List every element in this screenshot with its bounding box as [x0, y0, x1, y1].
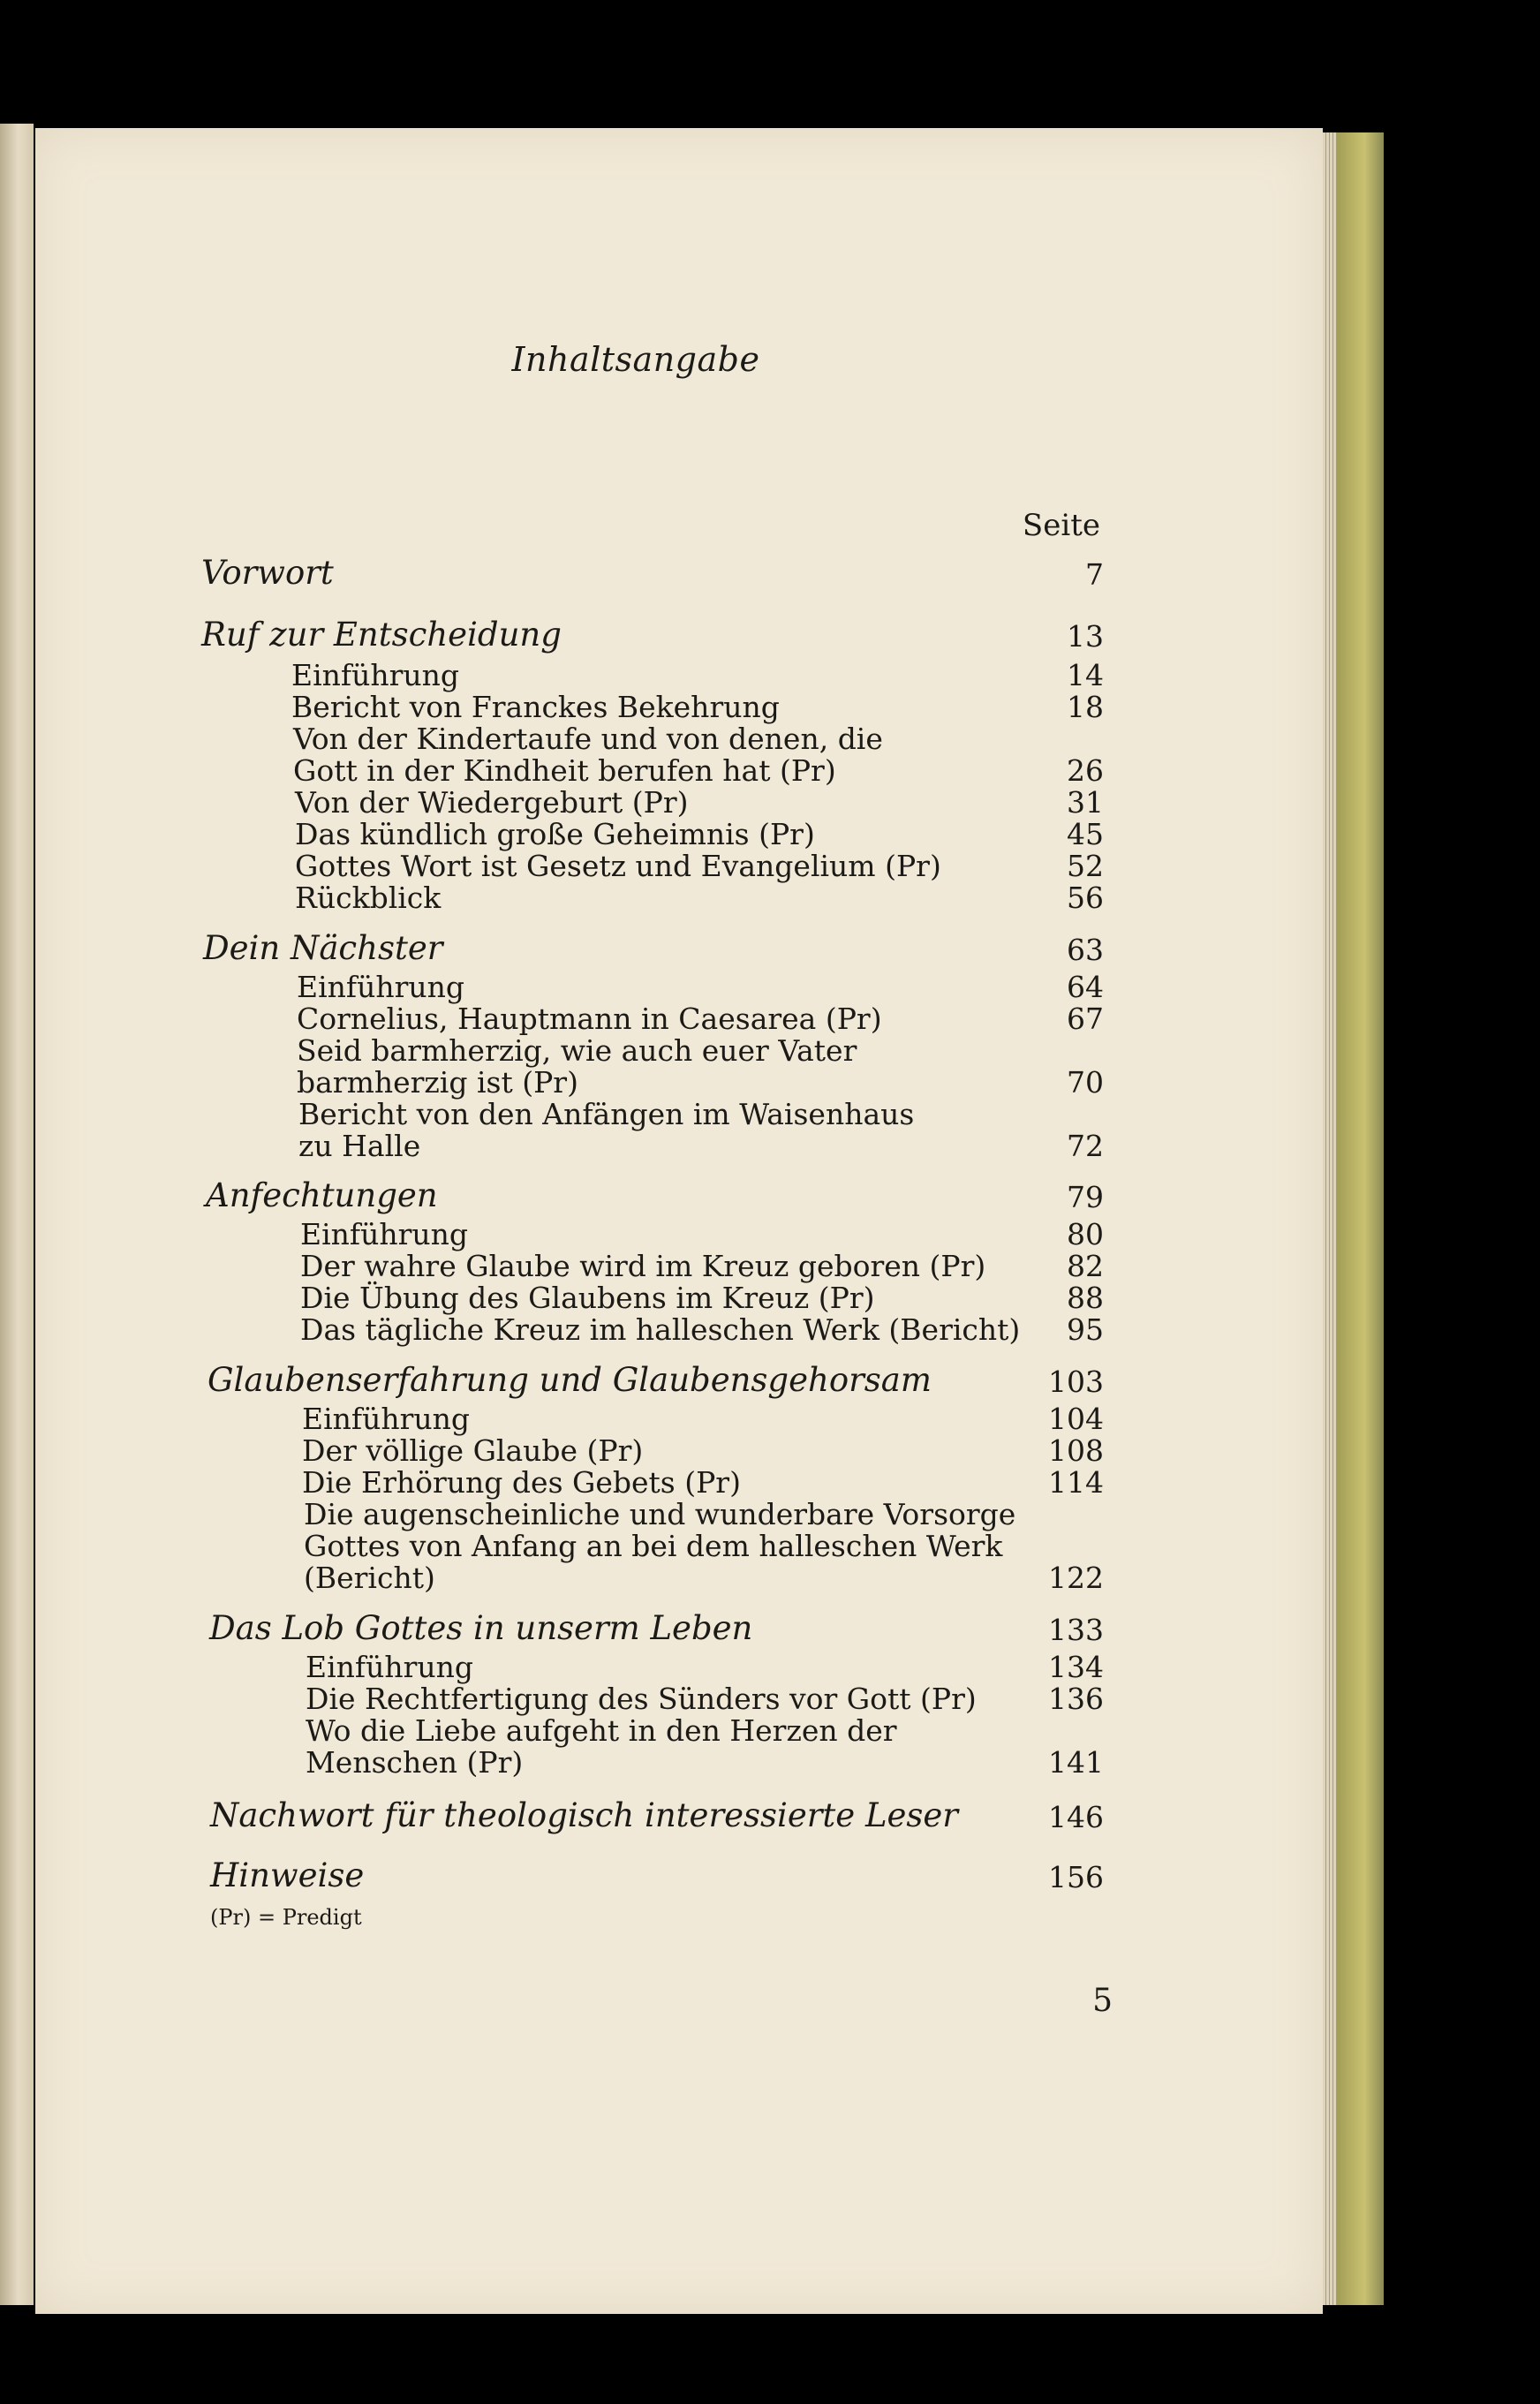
toc-page-number: 103 — [1048, 1365, 1104, 1399]
toc-entry-title: Der wahre Glaube wird im Kreuz geboren (Pr) — [300, 1249, 986, 1283]
toc-entry-title: Bericht von den Anfängen im Waisenhaus — [298, 1097, 915, 1131]
toc-page-number: 31 — [1067, 785, 1104, 820]
toc-page-number: 136 — [1048, 1682, 1104, 1716]
toc-page-number: 88 — [1067, 1281, 1104, 1315]
toc-entry-title: Gottes von Anfang an bei dem halleschen Werk — [304, 1529, 1003, 1563]
toc-entry-title: Die Rechtfertigung des Sünders vor Gott (Pr) — [306, 1682, 977, 1716]
toc-entry-title: Die augenscheinliche und wunderbare Vorsorge — [304, 1497, 1016, 1531]
toc-page-number: 146 — [1048, 1800, 1104, 1834]
toc-entry-title: Von der Kindertaufe und von denen, die — [293, 722, 883, 756]
page-title: Inhaltsangabe — [511, 340, 760, 379]
toc-entry-title: Wo die Liebe aufgeht in den Herzen der — [306, 1713, 897, 1748]
toc-page-number: 95 — [1067, 1312, 1104, 1347]
toc-page-number: 133 — [1048, 1613, 1104, 1647]
toc-section-title: Ruf zur Entscheidung — [201, 616, 562, 654]
toc-page-number: 13 — [1067, 619, 1104, 654]
toc-page-number: 14 — [1067, 658, 1104, 692]
toc-page-number: 70 — [1067, 1065, 1104, 1100]
toc-section-title: Dein Nächster — [203, 929, 443, 967]
toc-entry-title: Das kündlich große Geheimnis (Pr) — [295, 817, 815, 851]
toc-entry-title: zu Halle — [298, 1129, 421, 1163]
toc-entry-title: Menschen (Pr) — [306, 1745, 524, 1780]
toc-page-number: 64 — [1067, 970, 1104, 1004]
toc-section-title: Hinweise — [210, 1856, 365, 1894]
toc-page-number: 156 — [1048, 1860, 1104, 1894]
toc-page-number: 82 — [1067, 1249, 1104, 1283]
toc-entry-title: Die Übung des Glaubens im Kreuz (Pr) — [300, 1281, 875, 1315]
toc-page-number: 72 — [1067, 1129, 1104, 1163]
toc-entry-title: (Bericht) — [304, 1561, 435, 1595]
toc-section-title: Nachwort für theologisch interessierte Leser — [210, 1796, 958, 1834]
column-header-page: Seite — [1022, 508, 1100, 543]
toc-page-number: 56 — [1067, 881, 1104, 915]
toc-entry-title: Gottes Wort ist Gesetz und Evangelium (Pr) — [295, 849, 941, 883]
toc-page-number: 134 — [1048, 1650, 1104, 1684]
toc-page-number: 26 — [1067, 753, 1104, 788]
toc-entry-title: Einführung — [302, 1402, 471, 1436]
toc-page-number: 122 — [1048, 1561, 1104, 1595]
toc-entry-title: Gott in der Kindheit berufen hat (Pr) — [293, 753, 836, 788]
page-number: 5 — [1092, 1983, 1113, 2019]
toc-page-number: 18 — [1067, 690, 1104, 724]
toc-page-number: 79 — [1067, 1180, 1104, 1214]
toc-entry-title: Einführung — [291, 658, 460, 692]
toc-page-number: 63 — [1067, 933, 1104, 967]
toc-entry-title: Einführung — [300, 1217, 469, 1251]
toc-section-title: Anfechtungen — [206, 1176, 438, 1214]
toc-entry-title: Bericht von Franckes Bekehrung — [291, 690, 780, 724]
toc-entry-title: Die Erhörung des Gebets (Pr) — [302, 1465, 741, 1500]
toc-entry-title: barmherzig ist (Pr) — [297, 1065, 578, 1100]
toc-entry-title: Einführung — [297, 970, 465, 1004]
toc-entry-title: Seid barmherzig, wie auch euer Vater — [297, 1033, 857, 1068]
book-page — [35, 128, 1323, 2314]
toc-page-number: 52 — [1067, 849, 1104, 883]
toc-page-number: 104 — [1048, 1402, 1104, 1436]
toc-page-number: 114 — [1048, 1465, 1104, 1500]
toc-page-number: 7 — [1085, 557, 1104, 592]
toc-entry-title: Der völlige Glaube (Pr) — [302, 1433, 644, 1468]
toc-entry-title: Cornelius, Hauptmann in Caesarea (Pr) — [297, 1002, 882, 1036]
toc-page-number: 141 — [1048, 1745, 1104, 1780]
abbreviation-legend: (Pr) = Predigt — [210, 1905, 362, 1930]
toc-section-title: Das Lob Gottes in unserm Leben — [209, 1609, 753, 1647]
toc-entry-title: Das tägliche Kreuz im halleschen Werk (Bericht) — [300, 1312, 1021, 1347]
toc-entry-title: Rückblick — [295, 881, 442, 915]
toc-page-number: 45 — [1067, 817, 1104, 851]
left-page-edge — [0, 124, 34, 2305]
toc-section-title: Glaubenserfahrung und Glaubensgehorsam — [208, 1361, 932, 1399]
toc-entry-title: Von der Wiedergeburt (Pr) — [295, 785, 689, 820]
toc-section-title: Vorwort — [201, 554, 334, 592]
toc-entry-title: Einführung — [306, 1650, 474, 1684]
toc-page-number: 67 — [1067, 1002, 1104, 1036]
toc-page-number: 108 — [1048, 1433, 1104, 1468]
toc-page-number: 80 — [1067, 1217, 1104, 1251]
